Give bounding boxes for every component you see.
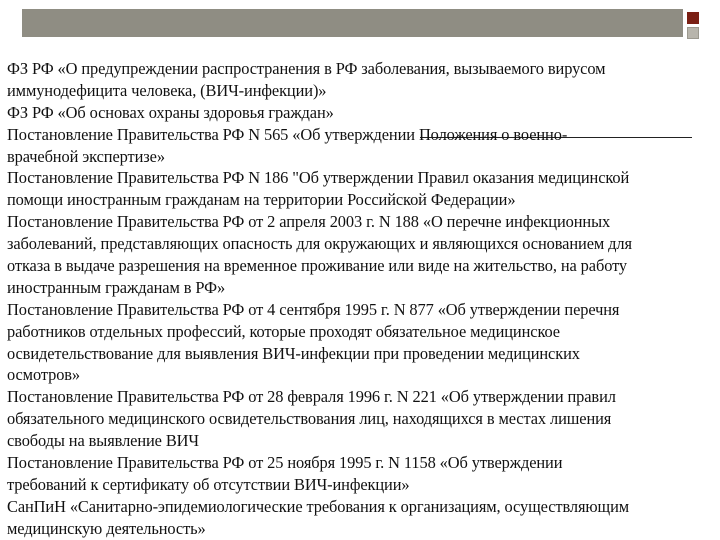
text-line: ФЗ РФ «О предупреждении распространения в РФ заболевания, вызываемого вирусом <box>7 59 606 78</box>
text-line: обязательного медицинского освидетельствования лиц, находящихся в местах лишения <box>7 409 612 429</box>
text-line: осмотров» <box>7 365 81 385</box>
text-line: Постановление Правительства РФ N 565 «Об утверждении Положения о военно- <box>7 124 568 144</box>
text-line: иммунодефицита человека, (ВИЧ-инфекции)» <box>7 80 327 100</box>
text-line: требований к сертификату об отсутствии ВИЧ-инфекции» <box>7 474 410 494</box>
text-line: свободы на выявление ВИЧ <box>7 431 199 451</box>
text-line: ФЗ РФ «Об основах охраны здоровья граждан» <box>7 102 334 122</box>
text-line: врачебной экспертизе» <box>7 146 165 166</box>
legal-acts-list <box>7 58 707 540</box>
header-bar <box>22 9 683 37</box>
corner-decoration <box>687 12 701 42</box>
text-line: иностранным гражданам в РФ» <box>7 277 226 297</box>
light-square <box>687 27 699 39</box>
text-line: Постановление Правительства РФ от 25 ноября 1995 г. N 1158 «Об утверждении <box>7 453 563 473</box>
text-line: Постановление Правительства РФ от 4 сентября 1995 г. N 877 «Об утверждении перечня <box>7 299 620 319</box>
text-line: СанПиН «Санитарно-эпидемиологические требования к организациям, осуществляющим <box>7 496 630 516</box>
text-line: Постановление Правительства РФ от 28 февраля 1996 г. N 221 «Об утверждении правил <box>7 387 616 407</box>
text-line: отказа в выдаче разрешения на временное проживание или виде на жительство, на работу <box>7 256 628 276</box>
text-line: Постановление Правительства РФ N 186 "Об утверждении Правил оказания медицинской <box>7 168 630 188</box>
text-line: Постановление Правительства РФ от 2 апреля 2003 г. N 188 «О перечне инфекционных <box>7 212 611 232</box>
text-line: освидетельствование для выявления ВИЧ-инфекции при проведении медицинских <box>7 343 580 363</box>
text-line: помощи иностранным гражданам на территории Российской Федерации» <box>7 190 516 210</box>
accent-square <box>687 12 699 24</box>
text-line: работников отдельных профессий, которые проходят обязательное медицинское <box>7 321 560 341</box>
text-line: заболеваний, представляющих опасность для окружающих и являющихся основанием для <box>7 234 632 254</box>
text-line: медицинскую деятельность» <box>7 518 206 538</box>
